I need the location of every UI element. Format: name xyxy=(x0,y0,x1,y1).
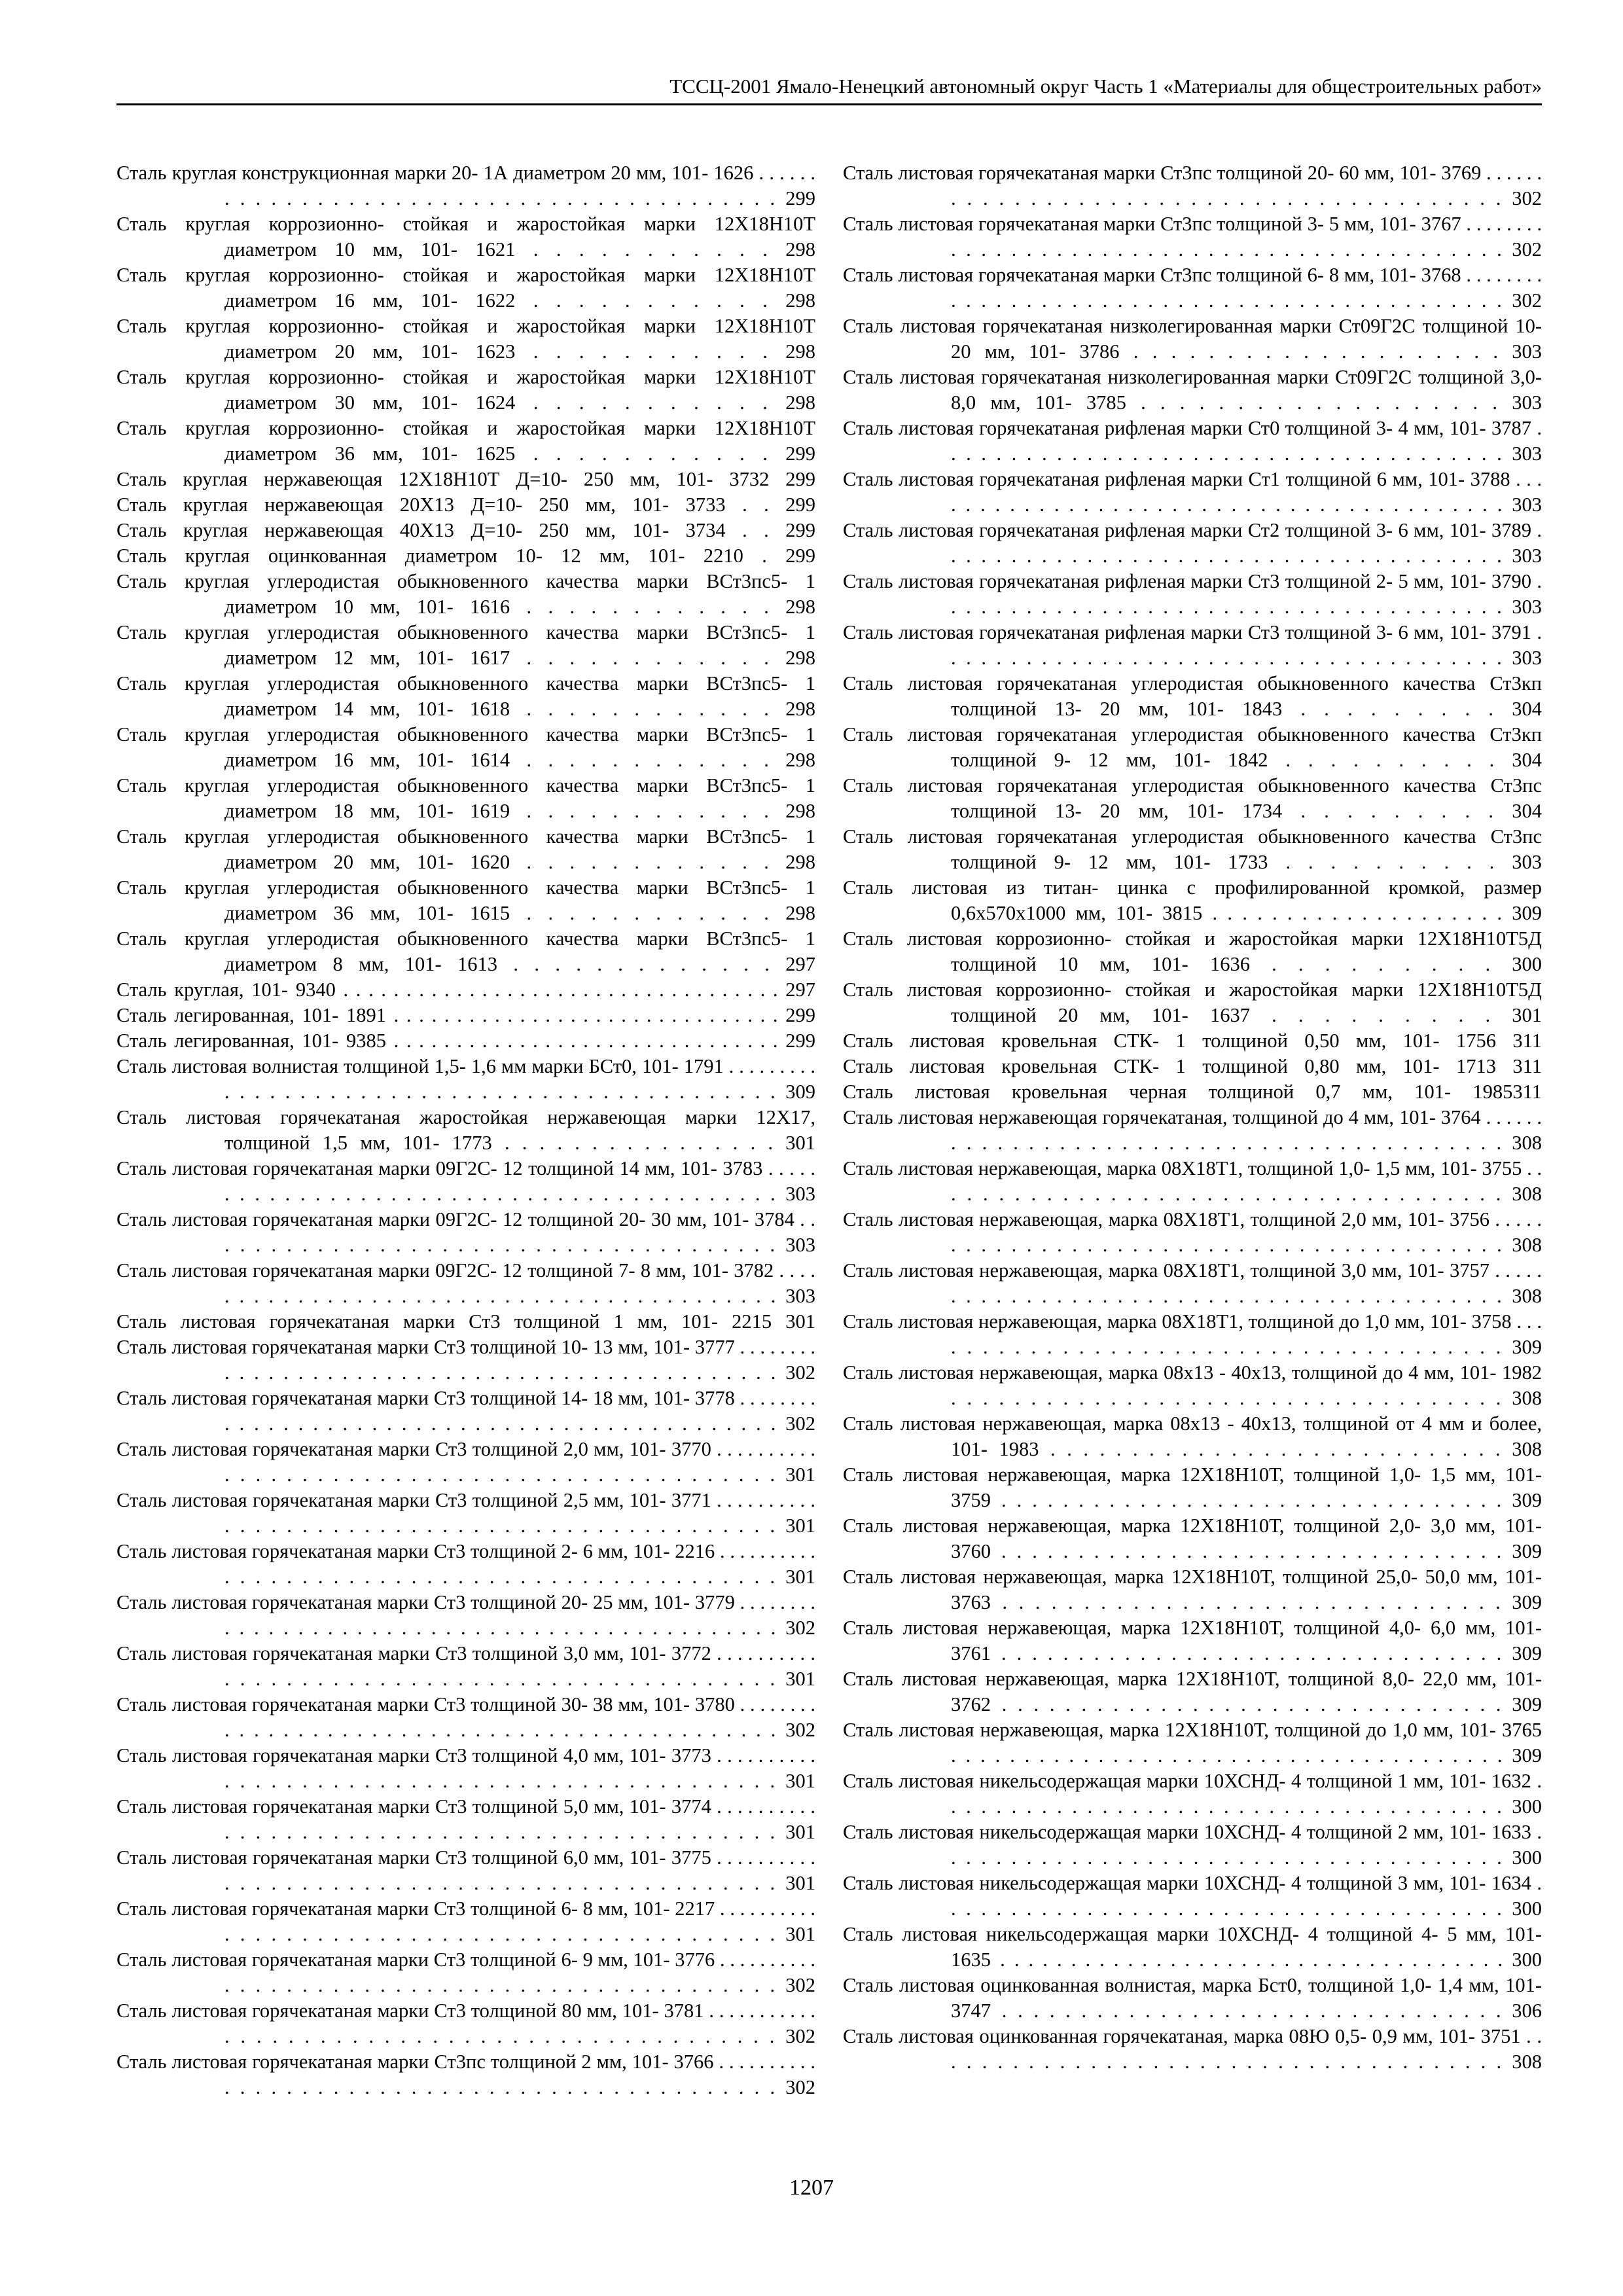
index-entry: Сталь листовая горячекатаная марки Ст3 толщиной 4,0 мм, 101- 3773 . . . . . . . . . . . . . . . . . . . . . . . . . . . . . . . . . . . . . . . . . . . . . . 301 xyxy=(116,1744,815,1792)
index-entry: Сталь листовая никельсодержащая марки 10ХСНД- 4 толщиной 3 мм, 101- 1634 . . . . . . . . . . . . . . . . . . . . . . . . . . . . . . . . . . . . . . 300 xyxy=(843,1872,1542,1920)
index-entry: Сталь листовая горячекатаная марки Ст3 толщиной 2- 6 мм, 101- 2216 . . . . . . . . . . . . . . . . . . . . . . . . . . . . . . . . . . . . . . . . . . . . . . 301 xyxy=(116,1540,815,1588)
index-entry: Сталь листовая горячекатаная марки Ст3 толщиной 6,0 мм, 101- 3775 . . . . . . . . . . . . . . . . . . . . . . . . . . . . . . . . . . . . . . . . . . . . . . 301 xyxy=(116,1846,815,1894)
index-entry: Сталь листовая горячекатаная углеродистая обыкновенного качества Ст3кп толщиной 9- 12 мм, 101- 1842 . . . . . . . . . . 304 xyxy=(843,723,1542,771)
index-entry: Сталь листовая горячекатаная углеродистая обыкновенного качества Ст3кп толщиной 13- 20 мм, 101- 1843 . . . . . . . . . 304 xyxy=(843,672,1542,720)
index-entry: Сталь листовая нержавеющая, марка 12Х18Н10Т, толщиной 4,0- 6,0 мм, 101- 3761 . . . . . . . . . . . . . . . . . . . . . . . . . . . . . . . . . 309 xyxy=(843,1617,1542,1664)
index-entry: Сталь листовая оцинкованная горячекатаная, марка 08Ю 0,5- 0,9 мм, 101- 3751 . . . . . . . . . . . . . . . . . . . . . . . . . . . . . . . . . . . . . . 308 xyxy=(843,2025,1542,2073)
index-entry: Сталь листовая горячекатаная рифленая марки Ст1 толщиной 6 мм, 101- 3788 . . . . . . . . . . . . . . . . . . . . . . . . . . . . . . . . . . . . . . . . . 303 xyxy=(843,468,1542,516)
index-entry: Сталь листовая горячекатаная марки Ст3пс толщиной 20- 60 мм, 101- 3769 . . . . . . . . . . . . . . . . . . . . . . . . . . . . . . . . . . . . . . . . . 302 xyxy=(843,162,1542,209)
index-entry: Сталь листовая коррозионно- стойкая и жаростойкая марки 12Х18Н10Т5Д толщиной 20 мм, 101- 1637 . . . . . . . . . 301 xyxy=(843,978,1542,1026)
index-entry: Сталь листовая кровельная СТК- 1 толщиной 0,50 мм, 101- 1756 311 xyxy=(843,1030,1542,1052)
index-entry: Сталь листовая из титан- цинка с профилированной кромкой, размер 0,6х570х1000 мм, 101- 3815 . . . . . . . . . . . . . . . . . . . . 309 xyxy=(843,876,1542,924)
index-entry: Сталь круглая коррозионно- стойкая и жаростойкая марки 12Х18Н10Т диаметром 36 мм, 101- 1625 . . . . . . . . . . . 299 xyxy=(116,417,815,465)
index-entry: Сталь круглая нержавеющая 20Х13 Д=10- 250 мм, 101- 3733 . . 299 xyxy=(116,493,815,516)
index-entry: Сталь легированная, 101- 1891 . . . . . . . . . . . . . . . . . . . . . . . . . . . . . . . 299 xyxy=(116,1004,815,1026)
index-entry: Сталь листовая никельсодержащая марки 10ХСНД- 4 толщиной 1 мм, 101- 1632 . . . . . . . . . . . . . . . . . . . . . . . . . . . . . . . . . . . . . . 300 xyxy=(843,1770,1542,1818)
index-entry: Сталь листовая никельсодержащая марки 10ХСНД- 4 толщиной 4- 5 мм, 101- 1635 . . . . . . . . . . . . . . . . . . . . . . . . . . . . . . . . . . . . 300 xyxy=(843,1923,1542,1971)
index-entry: Сталь круглая оцинкованная диаметром 10- 12 мм, 101- 2210 . 299 xyxy=(116,545,815,567)
page-number: 1207 xyxy=(789,2176,834,2200)
index-entry: Сталь листовая нержавеющая горячекатаная, толщиной до 4 мм, 101- 3764 . . . . . . . . . . . . . . . . . . . . . . . . . . . . . . . . . . . . . . . . . . 308 xyxy=(843,1106,1542,1154)
index-entry: Сталь листовая горячекатаная рифленая марки Ст2 толщиной 3- 6 мм, 101- 3789 . . . . . . . . . . . . . . . . . . . . . . . . . . . . . . . . . . . . . . 303 xyxy=(843,519,1542,567)
index-entry: Сталь листовая горячекатаная рифленая марки Ст0 толщиной 3- 4 мм, 101- 3787 . . . . . . . . . . . . . . . . . . . . . . . . . . . . . . . . . . . . . . 303 xyxy=(843,417,1542,465)
index-entry: Сталь круглая коррозионно- стойкая и жаростойкая марки 12Х18Н10Т диаметром 16 мм, 101- 1622 . . . . . . . . . . . 298 xyxy=(116,264,815,312)
index-entry: Сталь листовая горячекатаная марки Ст3 толщиной 1 мм, 101- 2215 301 xyxy=(116,1310,815,1333)
index-entry: Сталь листовая горячекатаная марки Ст3 толщиной 2,0 мм, 101- 3770 . . . . . . . . . . . . . . . . . . . . . . . . . . . . . . . . . . . . . . . . . . . . . . 301 xyxy=(116,1438,815,1486)
index-entry: Сталь круглая коррозионно- стойкая и жаростойкая марки 12Х18Н10Т диаметром 20 мм, 101- 1623 . . . . . . . . . . . 298 xyxy=(116,315,815,363)
index-entry: Сталь круглая нержавеющая 40Х13 Д=10- 250 мм, 101- 3734 . . 299 xyxy=(116,519,815,541)
index-entry: Сталь листовая оцинкованная волнистая, марка Бст0, толщиной 1,0- 1,4 мм, 101- 3747 . . . . . . . . . . . . . . . . . . . . . . . . . . . . . . . . 306 xyxy=(843,1974,1542,2022)
running-header: ТССЦ-2001 Ямало-Ненецкий автономный округ Часть 1 «Материалы для общестроительных работ» xyxy=(669,75,1542,98)
index-entry: Сталь листовая нержавеющая, марка 08Х18Т1, толщиной до 1,0 мм, 101- 3758 . . . . . . . . . . . . . . . . . . . . . . . . . . . . . . . . . . . . . . 309 xyxy=(843,1310,1542,1358)
index-entry: Сталь круглая углеродистая обыкновенного качества марки ВСт3пс5- 1 диаметром 20 мм, 101- 1620 . . . . . . . . . . . . 298 xyxy=(116,825,815,873)
index-entry: Сталь листовая нержавеющая, марка 08Х18Т1, толщиной 2,0 мм, 101- 3756 . . . . . . . . . . . . . . . . . . . . . . . . . . . . . . . . . . . . . . . . . . 308 xyxy=(843,1208,1542,1256)
index-entry: Сталь круглая углеродистая обыкновенного качества марки ВСт3пс5- 1 диаметром 10 мм, 101- 1616 . . . . . . . . . . . . 298 xyxy=(116,570,815,618)
index-entry: Сталь листовая горячекатаная марки Ст3 толщиной 5,0 мм, 101- 3774 . . . . . . . . . . . . . . . . . . . . . . . . . . . . . . . . . . . . . . . . . . . . . . 301 xyxy=(116,1795,815,1843)
index-entry: Сталь круглая углеродистая обыкновенного качества марки ВСт3пс5- 1 диаметром 14 мм, 101- 1618 . . . . . . . . . . . . 298 xyxy=(116,672,815,720)
index-entry: Сталь листовая нержавеющая, марка 08Х18Т1, толщиной 1,0- 1,5 мм, 101- 3755 . . . . . . . . . . . . . . . . . . . . . . . . . . . . . . . . . . . . . 308 xyxy=(843,1157,1542,1205)
index-entry: Сталь листовая горячекатаная марки Ст3пс толщиной 3- 5 мм, 101- 3767 . . . . . . . . . . . . . . . . . . . . . . . . . . . . . . . . . . . . . . . . . . . . . 302 xyxy=(843,213,1542,260)
index-entry: Сталь листовая горячекатаная марки 09Г2С- 12 толщиной 14 мм, 101- 3783 . . . . . . . . . . . . . . . . . . . . . . . . . . . . . . . . . . . . . . . . . . 303 xyxy=(116,1157,815,1205)
index-entry: Сталь листовая горячекатаная низколегированная марки Ст09Г2С толщиной 3,0- 8,0 мм, 101- 3785 . . . . . . . . . . . . . . . . . . . 303 xyxy=(843,366,1542,414)
index-entry: Сталь листовая горячекатаная марки Ст3 толщиной 80 мм, 101- 3781 . . . . . . . . . . . . . . . . . . . . . . . . . . . . . . . . . . . . . . . . . . . . . . 302 xyxy=(116,2000,815,2047)
index-entry: Сталь листовая нержавеющая, марка 08Х18Т1, толщиной 3,0 мм, 101- 3757 . . . . . . . . . . . . . . . . . . . . . . . . . . . . . . . . . . . . . . . . . . 308 xyxy=(843,1259,1542,1307)
index-entry: Сталь листовая горячекатаная углеродистая обыкновенного качества Ст3пс толщиной 9- 12 мм, 101- 1733 . . . . . . . . . . 303 xyxy=(843,825,1542,873)
index-entry: Сталь листовая горячекатаная марки Ст3 толщиной 10- 13 мм, 101- 3777 . . . . . . . . . . . . . . . . . . . . . . . . . . . . . . . . . . . . . . . . . . . . . . 302 xyxy=(116,1336,815,1384)
index-entry: Сталь круглая углеродистая обыкновенного качества марки ВСт3пс5- 1 диаметром 18 мм, 101- 1619 . . . . . . . . . . . . 298 xyxy=(116,774,815,822)
index-entry: Сталь листовая нержавеющая, марка 12Х18Н10Т, толщиной 2,0- 3,0 мм, 101- 3760 . . . . . . . . . . . . . . . . . . . . . . . . . . . . . . . . . 309 xyxy=(843,1515,1542,1562)
index-entry: Сталь листовая кровельная СТК- 1 толщиной 0,80 мм, 101- 1713 311 xyxy=(843,1055,1542,1077)
index-entry: Сталь листовая горячекатаная марки Ст3 толщиной 20- 25 мм, 101- 3779 . . . . . . . . . . . . . . . . . . . . . . . . . . . . . . . . . . . . . . . . . . . . . . 302 xyxy=(116,1591,815,1639)
index-entry: Сталь круглая коррозионно- стойкая и жаростойкая марки 12Х18Н10Т диаметром 10 мм, 101- 1621 . . . . . . . . . . . 298 xyxy=(116,213,815,260)
index-entry: Сталь круглая коррозионно- стойкая и жаростойкая марки 12Х18Н10Т диаметром 30 мм, 101- 1624 . . . . . . . . . . . 298 xyxy=(116,366,815,414)
header-rule xyxy=(116,103,1542,105)
index-column-right xyxy=(843,160,1542,2075)
index-entry: Сталь круглая углеродистая обыкновенного качества марки ВСт3пс5- 1 диаметром 36 мм, 101- 1615 . . . . . . . . . . . . 298 xyxy=(116,876,815,924)
index-entry: Сталь листовая горячекатаная марки Ст3пс толщиной 2 мм, 101- 3766 . . . . . . . . . . . . . . . . . . . . . . . . . . . . . . . . . . . . . . . . . . . . . . 302 xyxy=(116,2051,815,2098)
index-entry: Сталь листовая горячекатаная марки Ст3 толщиной 6- 9 мм, 101- 3776 . . . . . . . . . . . . . . . . . . . . . . . . . . . . . . . . . . . . . . . . . . . . . . 302 xyxy=(116,1948,815,1996)
index-entry: Сталь листовая горячекатаная жаростойкая нержавеющая марки 12Х17, толщиной 1,5 мм, 101- 1773 . . . . . . . . . . . . . . . . 301 xyxy=(116,1106,815,1154)
index-entry: Сталь круглая углеродистая обыкновенного качества марки ВСт3пс5- 1 диаметром 12 мм, 101- 1617 . . . . . . . . . . . . 298 xyxy=(116,621,815,669)
index-entry: Сталь листовая горячекатаная углеродистая обыкновенного качества Ст3пс толщиной 13- 20 мм, 101- 1734 . . . . . . . . . 304 xyxy=(843,774,1542,822)
index-entry: Сталь листовая нержавеющая, марка 12Х18Н10Т, толщиной 8,0- 22,0 мм, 101- 3762 . . . . . . . . . . . . . . . . . . . . . . . . . . . . . . . . 309 xyxy=(843,1668,1542,1715)
index-entry: Сталь листовая кровельная черная толщиной 0,7 мм, 101- 1985311 xyxy=(843,1081,1542,1103)
index-entry: Сталь листовая нержавеющая, марка 08х13 - 40х13, толщиной от 4 мм и более, 101- 1983 . . . . . . . . . . . . . . . . . . . . . . . . . . . . 308 xyxy=(843,1412,1542,1460)
index-entry: Сталь круглая углеродистая обыкновенного качества марки ВСт3пс5- 1 диаметром 8 мм, 101- 1613 . . . . . . . . . . . . . 297 xyxy=(116,927,815,975)
index-entry: Сталь листовая горячекатаная марки Ст3 толщиной 30- 38 мм, 101- 3780 . . . . . . . . . . . . . . . . . . . . . . . . . . . . . . . . . . . . . . . . . . . . . . 302 xyxy=(116,1693,815,1741)
index-entry: Сталь листовая горячекатаная марки Ст3 толщиной 6- 8 мм, 101- 2217 . . . . . . . . . . . . . . . . . . . . . . . . . . . . . . . . . . . . . . . . . . . . . . 301 xyxy=(116,1897,815,1945)
index-entry: Сталь листовая никельсодержащая марки 10ХСНД- 4 толщиной 2 мм, 101- 1633 . . . . . . . . . . . . . . . . . . . . . . . . . . . . . . . . . . . . . . 300 xyxy=(843,1821,1542,1869)
index-entry: Сталь листовая волнистая толщиной 1,5- 1,6 мм марки БСт0, 101- 1791 . . . . . . . . . . . . . . . . . . . . . . . . . . . . . . . . . . . . . . . . . . . . . . 309 xyxy=(116,1055,815,1103)
index-entry: Сталь листовая горячекатаная низколегированная марки Ст09Г2С толщиной 10- 20 мм, 101- 3786 . . . . . . . . . . . . . . . . . . . . 303 xyxy=(843,315,1542,363)
index-entry: Сталь листовая горячекатаная рифленая марки Ст3 толщиной 3- 6 мм, 101- 3791 . . . . . . . . . . . . . . . . . . . . . . . . . . . . . . . . . . . . . . 303 xyxy=(843,621,1542,669)
index-entry: Сталь легированная, 101- 9385 . . . . . . . . . . . . . . . . . . . . . . . . . . . . . . . 299 xyxy=(116,1030,815,1052)
index-entry: Сталь листовая горячекатаная марки 09Г2С- 12 толщиной 7- 8 мм, 101- 3782 . . . . . . . . . . . . . . . . . . . . . . . . . . . . . . . . . . . . . . . . . . 303 xyxy=(116,1259,815,1307)
index-entry: Сталь листовая горячекатаная марки Ст3пс толщиной 6- 8 мм, 101- 3768 . . . . . . . . . . . . . . . . . . . . . . . . . . . . . . . . . . . . . . . . . . . . . 302 xyxy=(843,264,1542,312)
index-entry: Сталь листовая горячекатаная рифленая марки Ст3 толщиной 2- 5 мм, 101- 3790 . . . . . . . . . . . . . . . . . . . . . . . . . . . . . . . . . . . . . . 303 xyxy=(843,570,1542,618)
index-entry: Сталь листовая горячекатаная марки 09Г2С- 12 толщиной 20- 30 мм, 101- 3784 . . . . . . . . . . . . . . . . . . . . . . . . . . . . . . . . . . . . . . 303 xyxy=(116,1208,815,1256)
index-entry: Сталь листовая нержавеющая, марка 08х13 - 40х13, толщиной до 4 мм, 101- 1982 . . . . . . . . . . . . . . . . . . . . . . . . . . . . . . . . . . . 308 xyxy=(843,1361,1542,1409)
index-entry: Сталь листовая горячекатаная марки Ст3 толщиной 3,0 мм, 101- 3772 . . . . . . . . . . . . . . . . . . . . . . . . . . . . . . . . . . . . . . . . . . . . . . 301 xyxy=(116,1642,815,1690)
index-column-left xyxy=(116,160,815,2100)
index-entry: Сталь круглая нержавеющая 12Х18Н10Т Д=10- 250 мм, 101- 3732 299 xyxy=(116,468,815,490)
index-entry: Сталь листовая нержавеющая, марка 12Х18Н10Т, толщиной 1,0- 1,5 мм, 101- 3759 . . . . . . . . . . . . . . . . . . . . . . . . . . . . . . . . . 309 xyxy=(843,1463,1542,1511)
index-entry: Сталь круглая конструкционная марки 20- 1А диаметром 20 мм, 101- 1626 . . . . . . . . . . . . . . . . . . . . . . . . . . . . . . . . . . . . . . . . . . 299 xyxy=(116,162,815,209)
index-entry: Сталь круглая, 101- 9340 . . . . . . . . . . . . . . . . . . . . . . . . . . . . . . . . . . . 297 xyxy=(116,978,815,1001)
index-entry: Сталь листовая горячекатаная марки Ст3 толщиной 2,5 мм, 101- 3771 . . . . . . . . . . . . . . . . . . . . . . . . . . . . . . . . . . . . . . . . . . . . . . 301 xyxy=(116,1489,815,1537)
index-entry: Сталь листовая горячекатаная марки Ст3 толщиной 14- 18 мм, 101- 3778 . . . . . . . . . . . . . . . . . . . . . . . . . . . . . . . . . . . . . . . . . . . . . . 302 xyxy=(116,1387,815,1435)
index-entry: Сталь листовая нержавеющая, марка 12Х18Н10Т, толщиной 25,0- 50,0 мм, 101- 3763 . . . . . . . . . . . . . . . . . . . . . . . . . . . . . . . 309 xyxy=(843,1566,1542,1613)
index-entry: Сталь листовая коррозионно- стойкая и жаростойкая марки 12Х18Н10Т5Д толщиной 10 мм, 101- 1636 . . . . . . . . . 300 xyxy=(843,927,1542,975)
index-entry: Сталь круглая углеродистая обыкновенного качества марки ВСт3пс5- 1 диаметром 16 мм, 101- 1614 . . . . . . . . . . . . 298 xyxy=(116,723,815,771)
index-entry: Сталь листовая нержавеющая, марка 12Х18Н10Т, толщиной до 1,0 мм, 101- 3765 . . . . . . . . . . . . . . . . . . . . . . . . . . . . . . . . . . . . . . 309 xyxy=(843,1719,1542,1767)
